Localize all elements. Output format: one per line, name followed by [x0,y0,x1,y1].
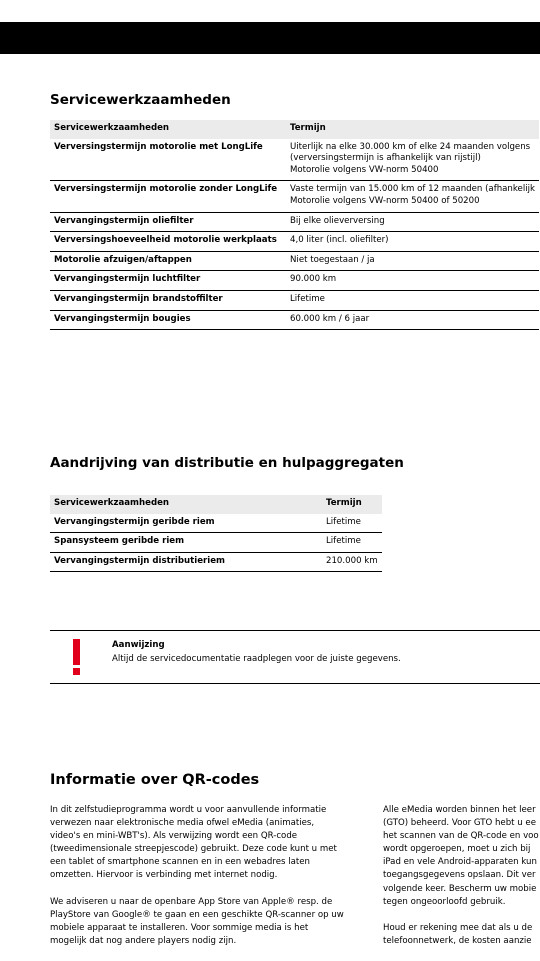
qr-left-column [50,804,344,961]
table-row [50,310,539,330]
row-value: Lifetime [322,533,382,553]
row-label: Verversingstermijn motorolie zonder LongLife [50,181,286,212]
column-header: Servicewerkzaamheden [50,120,286,139]
exclamation-icon [70,639,82,675]
table-row [50,290,539,310]
section-title-service: Servicewerkzaamheden [50,92,231,108]
row-label: Motorolie afzuigen/aftappen [50,251,286,271]
value-line: (verversingstermijn is afhankelijk van rijstijl) [290,153,481,164]
table-row [50,514,382,533]
value-line: 90.000 km [290,274,337,285]
text-line: tegen ongeoorloofd gebruik. [383,896,506,907]
text-line: omzetten. Hiervoor is verbinding met internet nodig. [50,870,278,881]
table-row [50,533,382,553]
qr-right-column [383,804,539,961]
row-label: Vervangingstermijn luchtfilter [50,271,286,291]
row-label: Vervangingstermijn brandstoffilter [50,290,286,310]
table-row [50,251,539,271]
value-line: Lifetime [290,293,325,304]
row-label: Vervangingstermijn oliefilter [50,212,286,232]
row-label: Verversingstermijn motorolie met LongLife [50,139,286,181]
row-value [286,310,539,330]
value-line: Motorolie volgens VW-norm 50400 [290,164,439,175]
text-line: mogelijk dat nog andere players nodig zijn. [50,935,237,946]
note-title: Aanwijzing [112,640,165,650]
value-line: Motorolie volgens VW-norm 50400 of 50200 [290,195,480,206]
text-line: een tablet of smartphone scannen en in een webadres laten [50,857,310,868]
row-label: Verversingshoeveelheid motorolie werkplaats [50,232,286,252]
note-box [50,630,540,684]
text-line: (tweedimensionale streepjescode) gebruikt. Deze code kunt u met [50,844,337,855]
text-line: telefoonnetwerk, de kosten aanzie [383,935,532,946]
column-header: Servicewerkzaamheden [50,495,322,514]
column-header: Termijn [286,120,539,139]
text-line: We adviseren u naar de openbare App Store van Apple® resp. de [50,896,333,907]
top-margin [0,0,540,22]
paragraph [383,922,539,948]
text-line: video's en mini-WBT's). Als verwijzing wordt een QR-code [50,831,298,842]
text-line: het scannen van de QR-code en voo [383,831,539,842]
text-line: Alle eMedia worden binnen het leer [383,805,536,815]
text-line: iPad en vele Android-apparaten kun [383,857,537,868]
table-row [50,271,539,291]
paragraph [50,896,344,948]
row-value [286,271,539,291]
row-value [286,251,539,271]
row-value: 210.000 km [322,552,382,572]
table-row [50,139,539,181]
value-line: 4,0 liter (incl. oliefilter) [290,235,389,246]
row-label: Vervangingstermijn bougies [50,310,286,330]
text-line: (GTO) beheerd. Voor GTO hebt u ee [383,818,536,829]
row-label: Spansysteem geribde riem [50,533,322,553]
service-table [50,120,539,330]
paragraph [50,804,344,883]
value-line: 60.000 km / 6 jaar [290,313,370,324]
text-line: toegangsgegevens opslaan. Dit ver [383,870,536,881]
text-line: In dit zelfstudieprogramma wordt u voor aanvullende informatie [50,805,327,815]
value-line: Niet toegestaan / ja [290,254,375,265]
text-line: verwezen naar elektronische media ofwel eMedia (animaties, [50,818,315,829]
text-line: Houd er rekening mee dat als u de [383,922,533,933]
text-line: PlayStore van Google® te gaan en een geschikte QR-scanner op uw [50,909,344,920]
row-value: Lifetime [322,514,382,533]
row-value [286,232,539,252]
row-value [286,181,539,212]
row-value [286,139,539,181]
value-line: Bij elke olieverversing [290,215,385,226]
table-header-row [50,495,382,514]
text-line: volgende keer. Bescherm uw mobie [383,883,537,894]
text-line: wordt opgeroepen, moet u zich bij [383,844,531,855]
section-title-drive: Aandrijving van distributie en hulpaggregaten [50,455,404,471]
note-text: Altijd de servicedocumentatie raadplegen voor de juiste gegevens. [112,654,401,664]
table-row [50,232,539,252]
table-row [50,552,382,572]
section-title-qr: Informatie over QR-codes [50,772,260,788]
table-row [50,181,539,212]
paragraph [383,804,539,909]
row-value [286,212,539,232]
row-label: Vervangingstermijn distributieriem [50,552,322,572]
drive-table [50,495,382,572]
table-header-row [50,120,539,139]
row-value [286,290,539,310]
text-line: mobiele apparaat te installeren. Voor sommige media is het [50,922,309,933]
row-label: Vervangingstermijn geribde riem [50,514,322,533]
column-header: Termijn [322,495,382,514]
header-bar [0,22,540,54]
table-row [50,212,539,232]
value-line: Vaste termijn van 15.000 km of 12 maanden (afhankelijk [290,184,535,195]
value-line: Uiterlijk na elke 30.000 km of elke 24 maanden volgens [290,141,531,152]
